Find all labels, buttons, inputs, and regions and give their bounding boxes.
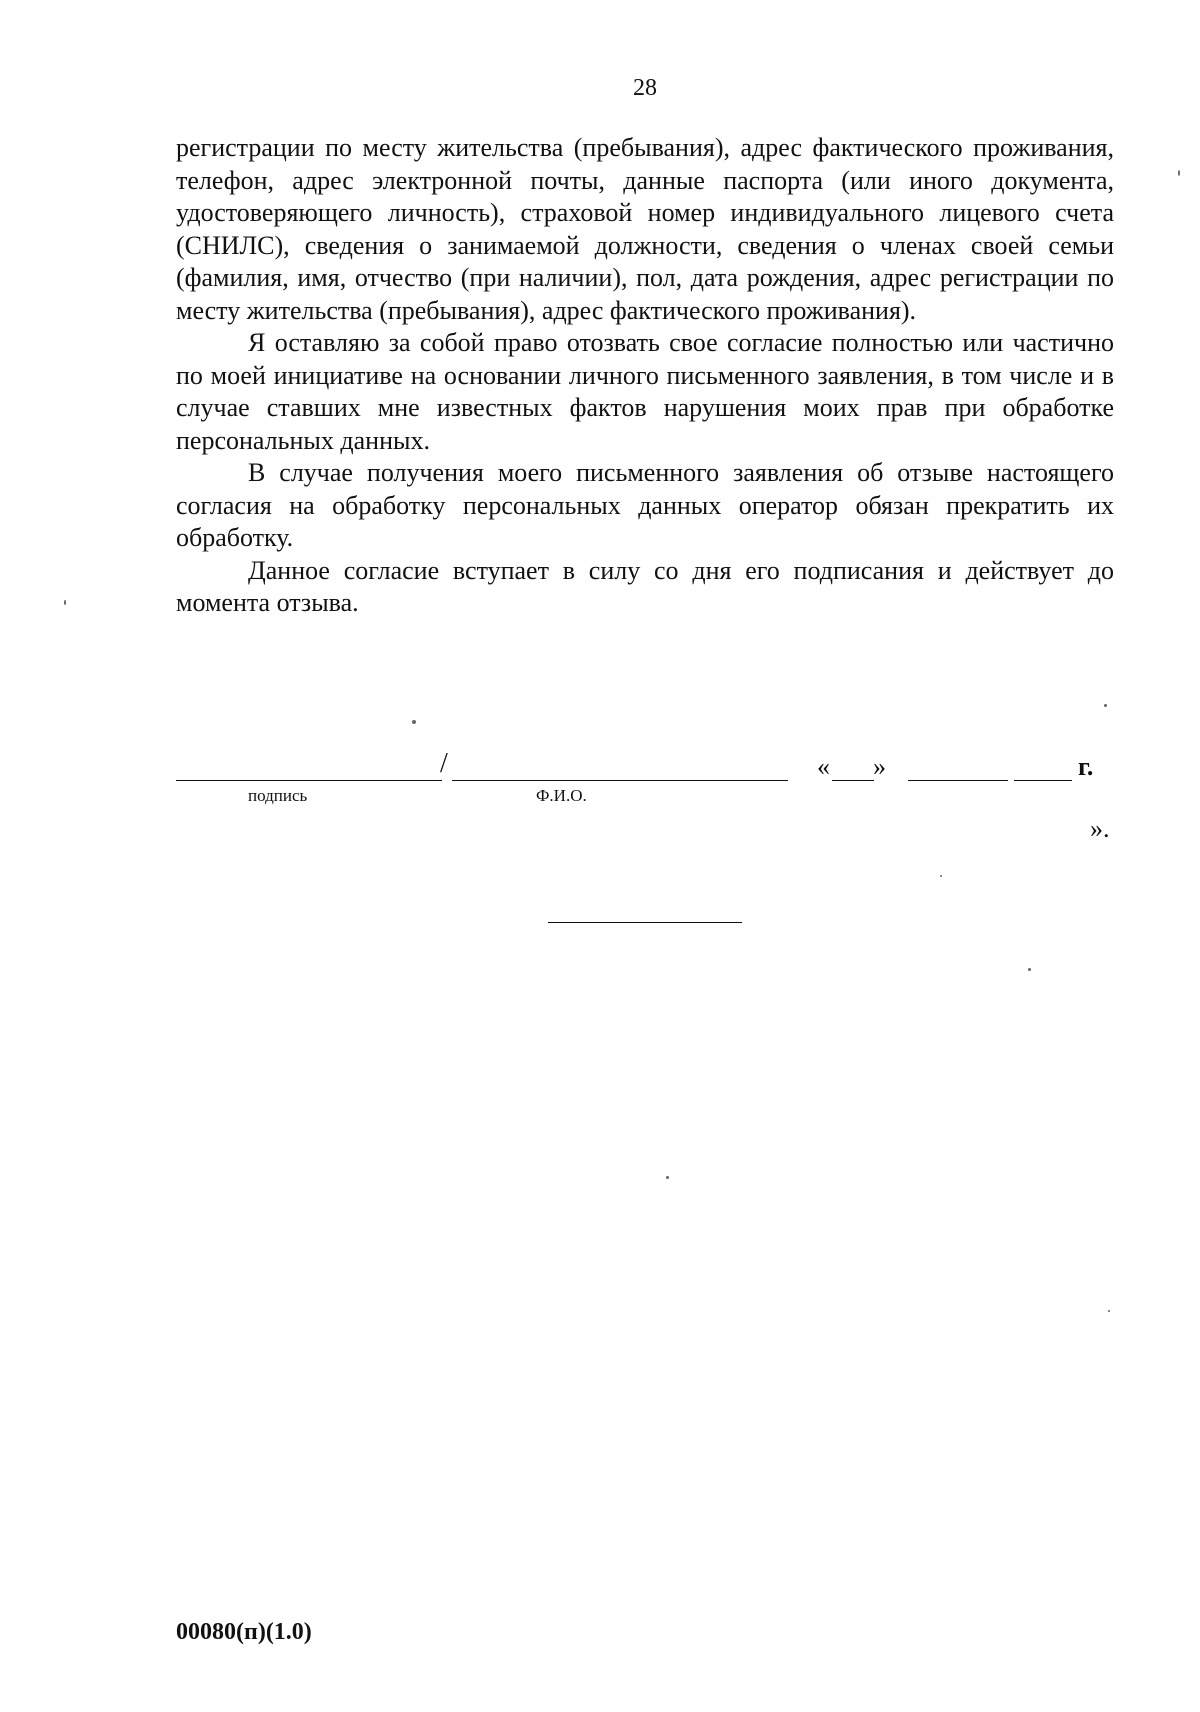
day-open-quote: « [817, 752, 830, 781]
full-name-line [452, 780, 788, 781]
year-line [1014, 780, 1072, 781]
signature-line [176, 780, 442, 781]
month-line [908, 780, 1008, 781]
closing-mark: ». [1090, 814, 1110, 843]
scan-speck [412, 720, 416, 724]
year-suffix: г. [1078, 752, 1094, 781]
document-body [176, 132, 1114, 620]
scan-speck [1108, 1310, 1110, 1312]
scan-speck [1104, 704, 1107, 707]
paragraph-validity: Данное согласие вступает в силу со дня его подписания и действует до момента отзыва. [176, 555, 1114, 617]
scan-speck [64, 600, 66, 605]
scan-speck [1028, 968, 1031, 971]
paragraph-right-to-withdraw: Я оставляю за собой право отозвать свое согласие полностью или частично по моей инициативе на основании личного письменного заявления, в том числе и в случае ставших мне известных фактов нарушения моих прав при обработке персональных данных. [176, 328, 1114, 455]
scan-speck [666, 1176, 669, 1179]
full-name-caption: Ф.И.О. [536, 786, 587, 805]
signature-separator: / [440, 748, 448, 779]
page-number: 28 [633, 75, 657, 101]
scan-speck [940, 875, 942, 877]
paragraph-withdrawal-effect: В случае получения моего письменного заявления об отзыве настоящего согласия на обработку персональных данных оператор обязан прекратить их обработку. [176, 458, 1114, 552]
section-divider [548, 922, 742, 923]
scan-speck [1178, 170, 1180, 176]
document-code: 00080(п)(1.0) [176, 1619, 312, 1645]
day-line [832, 780, 874, 781]
day-close-quote: » [873, 752, 886, 781]
signature-caption: подпись [248, 786, 308, 805]
paragraph-personal-data-list: регистрации по месту жительства (пребывания), адрес фактического проживания, телефон, адрес электронной почты, данные паспорта (или иного документа, удостоверяющего личность), страховой номер индивидуального лицевого счета (СНИЛС), сведения о занимаемой должности, сведения о членах своей семьи (фамилия, имя, отчество (при наличии), пол, дата рождения, адрес регистрации по месту жительства (пребывания), адрес фактического проживания). [176, 133, 1114, 325]
